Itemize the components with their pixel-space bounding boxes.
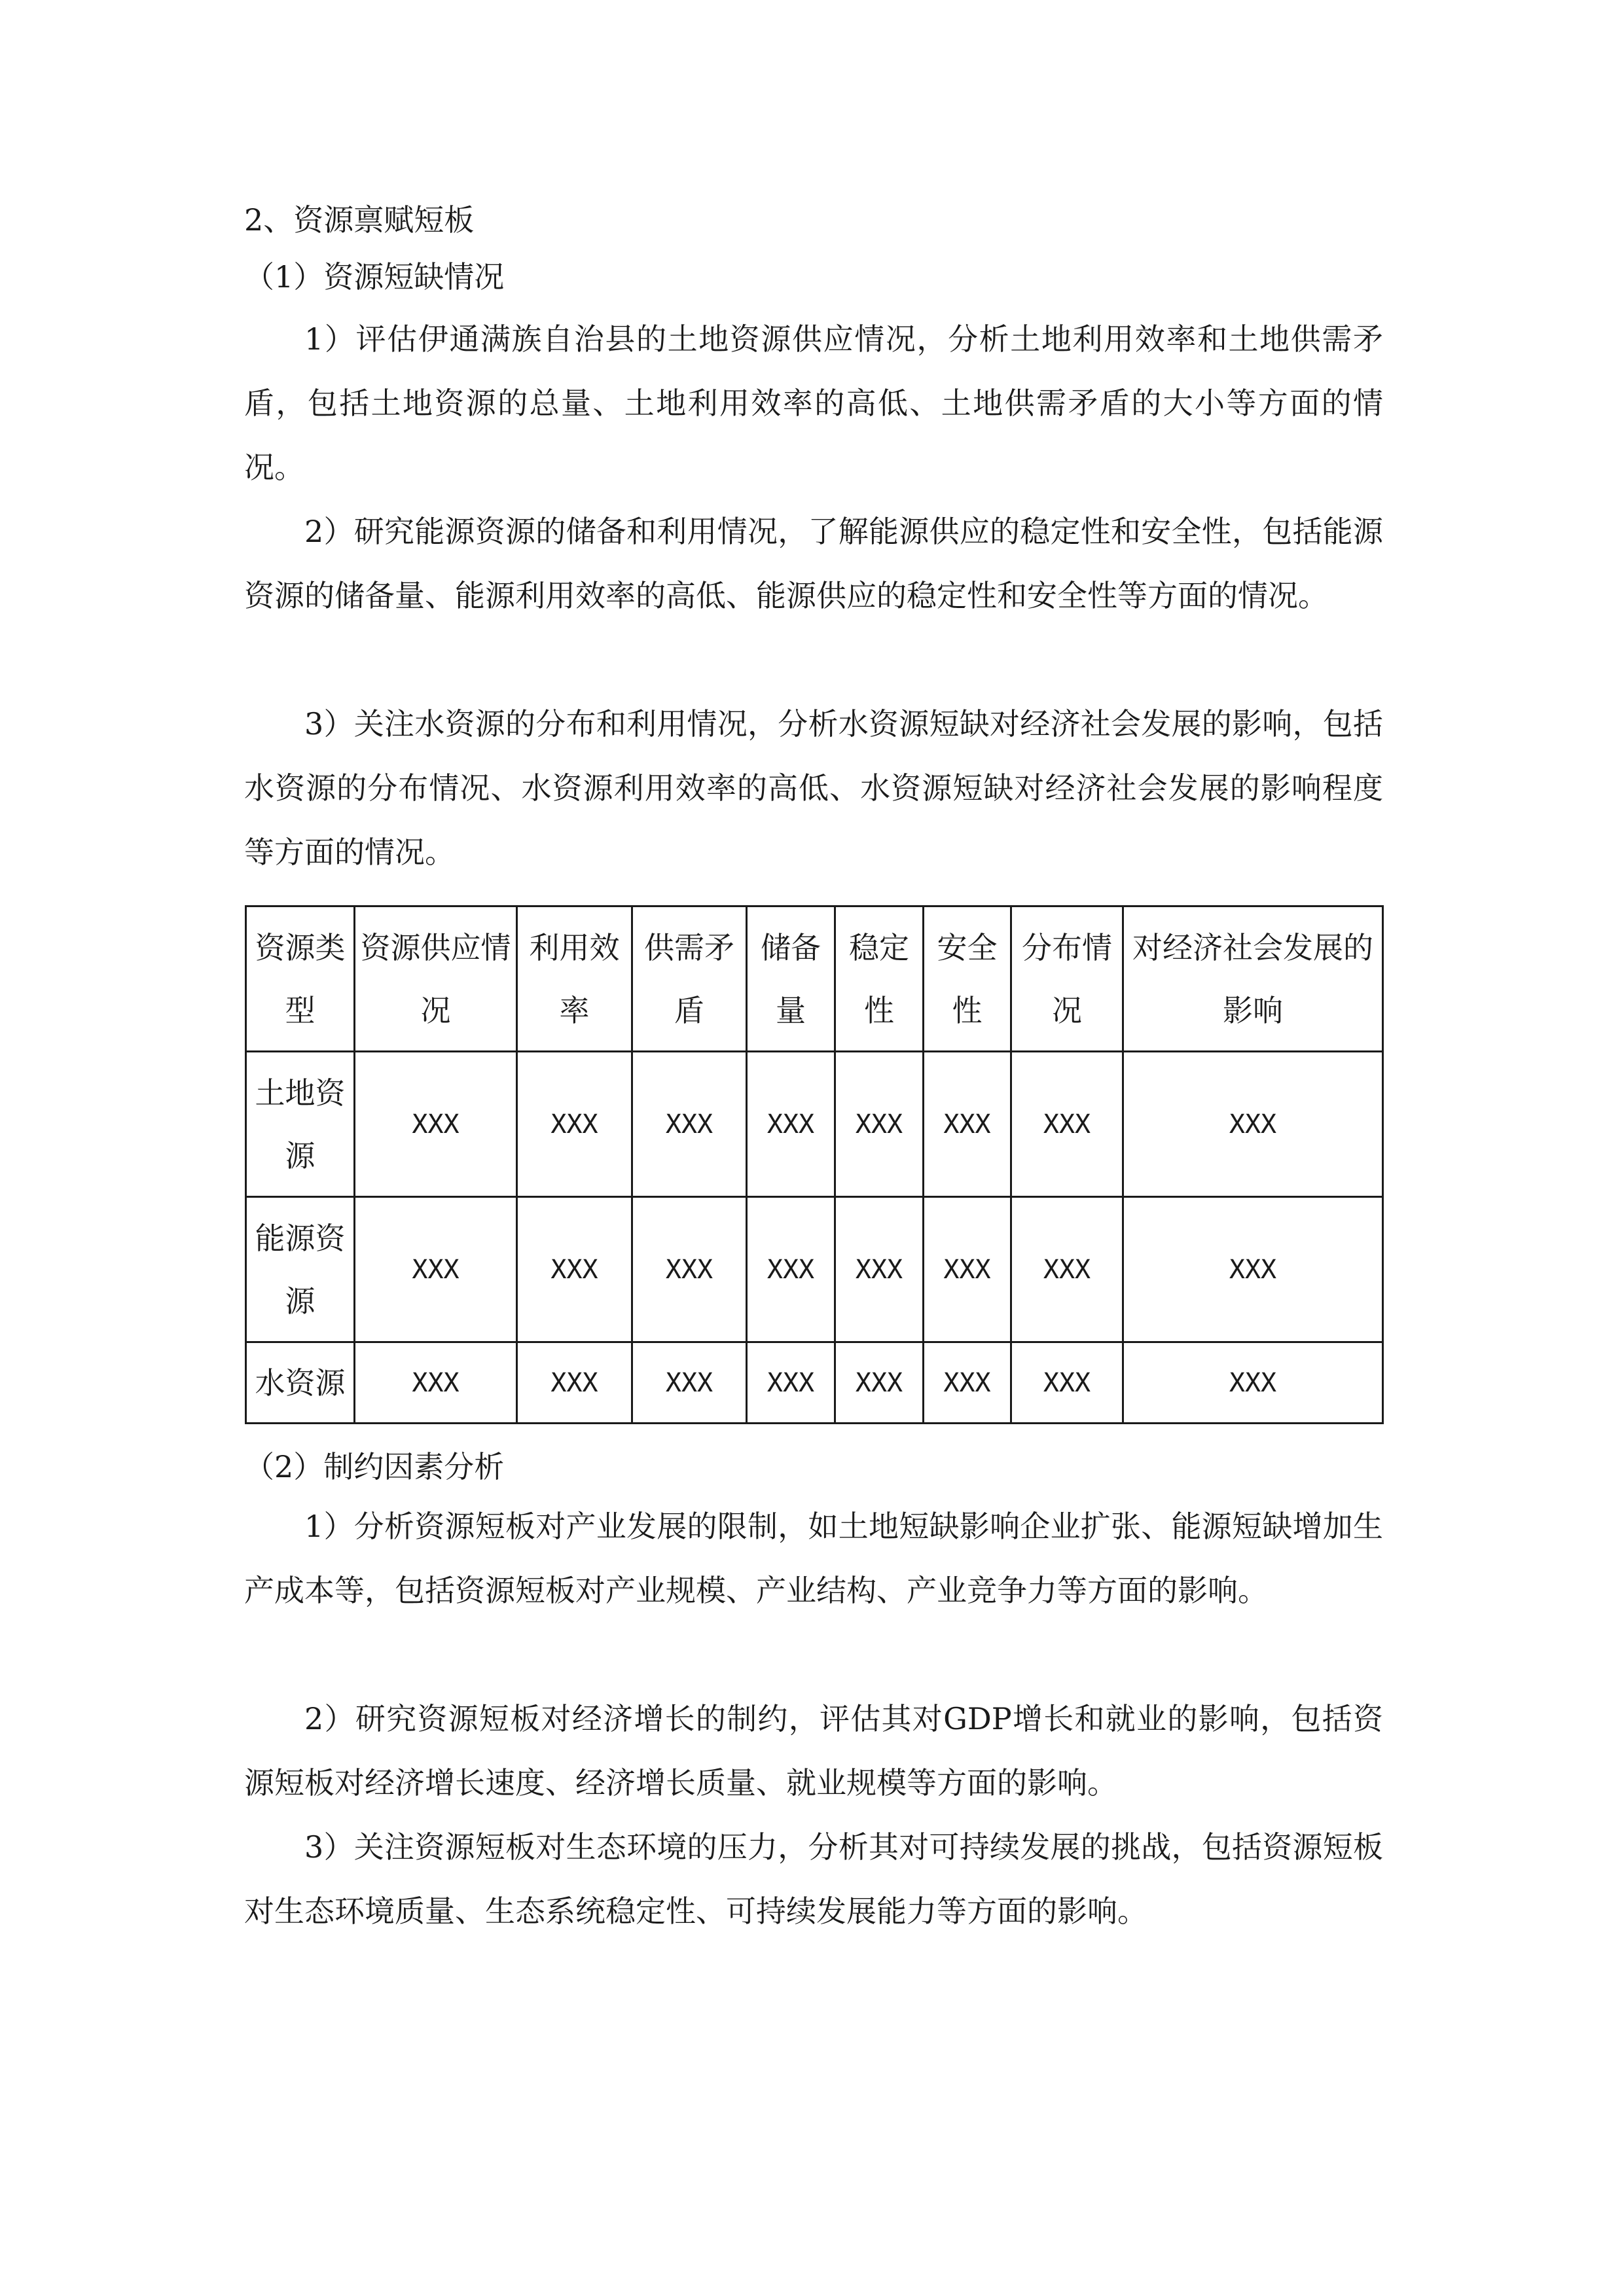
table-cell: XXX xyxy=(747,1342,835,1424)
header-resource-type: 资源类型 xyxy=(246,906,355,1052)
subsection-2-title: （2）制约因素分析 xyxy=(244,1449,505,1484)
table-cell: XXX xyxy=(517,1342,632,1424)
table-cell: XXX xyxy=(924,1052,1011,1197)
table-cell: XXX xyxy=(1011,1197,1123,1342)
subsection-1-title: （1）资源短缺情况 xyxy=(244,259,505,295)
table-cell: XXX xyxy=(1123,1197,1383,1342)
table-header-row xyxy=(246,906,1383,1052)
table-row xyxy=(246,1342,1383,1424)
table-cell: XXX xyxy=(517,1197,632,1342)
table-cell: XXX xyxy=(355,1052,517,1197)
table-row xyxy=(246,1197,1383,1342)
header-impact: 对经济社会发展的影响 xyxy=(1123,906,1383,1052)
paragraph-growth-constraints: 2）研究资源短板对经济增长的制约，评估其对GDP增长和就业的影响，包括资源短板对经济增长速度、经济增长质量、就业规模等方面的影响。 xyxy=(244,1701,1383,1801)
table-cell: XXX xyxy=(632,1342,747,1424)
table-cell: XXX xyxy=(517,1052,632,1197)
paragraph-energy-resources: 2）研究能源资源的储备和利用情况，了解能源供应的稳定性和安全性，包括能源资源的储备量、能源利用效率的高低、能源供应的稳定性和安全性等方面的情况。 xyxy=(244,514,1383,613)
resource-table xyxy=(245,905,1384,1424)
table-cell-resource: 能源资源 xyxy=(246,1197,355,1342)
table-cell: XXX xyxy=(355,1197,517,1342)
header-reserves: 储备量 xyxy=(747,906,835,1052)
table-cell: XXX xyxy=(1011,1342,1123,1424)
table-cell: XXX xyxy=(924,1197,1011,1342)
table-cell: XXX xyxy=(632,1052,747,1197)
table-cell-resource: 土地资源 xyxy=(246,1052,355,1197)
table-cell: XXX xyxy=(1123,1052,1383,1197)
paragraph-industry-limits: 1）分析资源短板对产业发展的限制，如土地短缺影响企业扩张、能源短缺增加生产成本等，包括资源短板对产业规模、产业结构、产业竞争力等方面的影响。 xyxy=(244,1509,1383,1608)
paragraph-water-resources: 3）关注水资源的分布和利用情况，分析水资源短缺对经济社会发展的影响，包括水资源的分布情况、水资源利用效率的高低、水资源短缺对经济社会发展的影响程度等方面的情况。 xyxy=(244,706,1383,870)
section-title: 2、资源禀赋短板 xyxy=(244,202,475,238)
table-cell: XXX xyxy=(835,1342,924,1424)
header-security: 安全性 xyxy=(924,906,1011,1052)
header-supply: 资源供应情况 xyxy=(355,906,517,1052)
table-cell: XXX xyxy=(1011,1052,1123,1197)
table-cell: XXX xyxy=(1123,1342,1383,1424)
paragraph-ecology-pressure: 3）关注资源短板对生态环境的压力，分析其对可持续发展的挑战，包括资源短板对生态环境质量、生态系统稳定性、可持续发展能力等方面的影响。 xyxy=(244,1829,1383,1929)
table-cell: XXX xyxy=(747,1052,835,1197)
table-cell: XXX xyxy=(355,1342,517,1424)
table-cell: XXX xyxy=(835,1197,924,1342)
table-cell: XXX xyxy=(924,1342,1011,1424)
paragraph-land-resources: 1）评估伊通满族自治县的土地资源供应情况，分析土地利用效率和土地供需矛盾，包括土地资源的总量、土地利用效率的高低、土地供需矛盾的大小等方面的情况。 xyxy=(244,321,1383,485)
header-distribution: 分布情况 xyxy=(1011,906,1123,1052)
table-cell: XXX xyxy=(835,1052,924,1197)
table-cell-resource: 水资源 xyxy=(246,1342,355,1424)
table-row xyxy=(246,1052,1383,1197)
header-supply-demand: 供需矛盾 xyxy=(632,906,747,1052)
table-cell: XXX xyxy=(747,1197,835,1342)
table-cell: XXX xyxy=(632,1197,747,1342)
header-stability: 稳定性 xyxy=(835,906,924,1052)
header-efficiency: 利用效率 xyxy=(517,906,632,1052)
